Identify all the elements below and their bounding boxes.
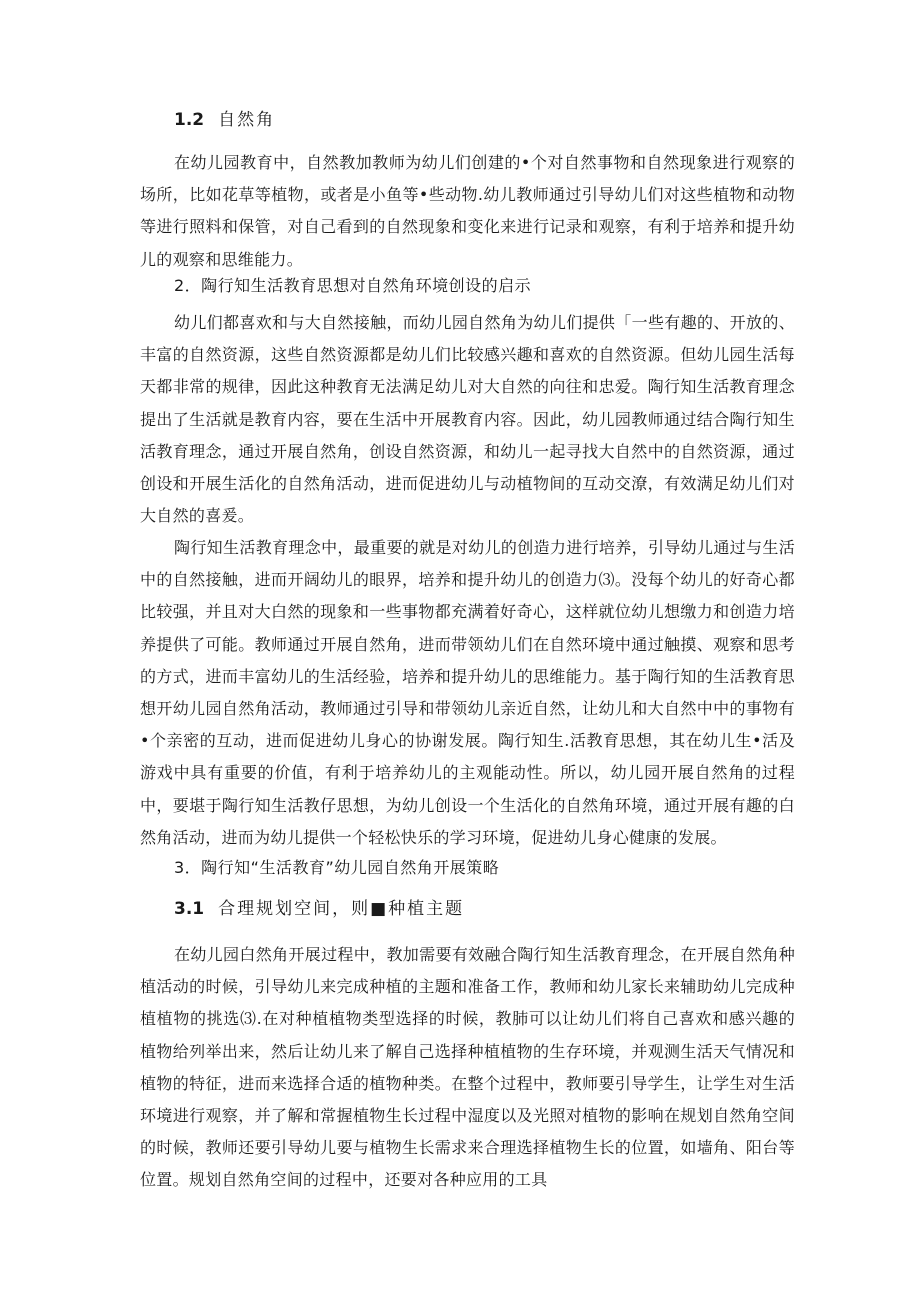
paragraph-nature-corner-definition: 在幼儿园教育中，自然教加教师为幼儿们创建的•个对自然事物和自然现象进行观察的场所，比如花草等植物，或者是小鱼等•些动物.幼儿教师通过引导幼儿们对这些植物和动物等进行照料和保管，对自己看到的自然现象和变化来进行记录和观察，有利于培养和提升幼儿的观察和思维能力。: [140, 153, 795, 269]
section-heading-1-2: [140, 109, 795, 131]
paragraph-inspiration: 幼儿们都喜欢和与大自然接触，而幼儿园自然角为幼儿们提供「一些有趣的、开放的、丰富的自然资源，这些自然资源都是幼儿们比较感兴趣和喜欢的自然资源。但幼儿园生活每天都非常的规律，因此这种教育无法满足幼儿对大自然的向往和忠爱。陶行知生活教育理念提出了生活就是教育内容，要在生活中开展教育内容。因此，幼儿园教师通过结合陶行知生活教育理念，通过开展自然角，创设自然资源，和幼儿一起寻找大自然中的自然资源，通过创设和开展生活化的自然角活动，进而促进幼儿与动植物间的互动交潦，有效满足幼儿们对大自然的喜爰。: [140, 313, 795, 526]
section-title: 自然角: [218, 110, 276, 130]
paragraph-planning-space: 在幼儿园白然角开展过程中，教加需要有效融合陶行知生活教育理念，在开展自然角种植活动的时候，引导幼儿来完成种植的主题和准备工作，教师和幼儿家长来辅助幼儿完成种植植物的挑选⑶.在对种植植物类型选择的时候，教肺可以让幼儿们将自己喜欢和感兴趣的植物给列举出来，然后让幼儿来了解自己选择种植植物的生存环境，并观测生活天气情况和植物的特征，进而来选择合适的植物种类。在整个过程中，教师要引导学生，让学生对生活环境进行观察，并了解和常握植物生长过程中湿度以及光照对植物的影响在规划自然角空间的时候，教师还要引导幼儿要与植物生长需求来合理选择植物生长的位置，如墙角、阳台等位置。规划自然角空间的过程中，还要对各种应用的工具: [140, 945, 795, 1190]
section-number: 1.2: [174, 110, 205, 130]
section-heading-3: 3．陶行知“生活教育”幼儿园自然角开展策略: [174, 858, 500, 877]
paragraph-creativity: 陶行知生活教育理念中，最重要的就是对幼儿的创造力进行培养，引导幼儿通过与生活中的自然接触，进而开阔幼儿的眼界，培养和提升幼儿的创造力⑶。没每个幼儿的好奇心都比较强，并且对大白然的现象和一些事物都充满着好奇心，这样就位幼儿想缴力和创造力培养提供了可能。教师通过开展自然角，进而带领幼儿们在自然环境中通过触摸、观察和思考的方式，进而丰富幼儿的生活经验，培养和提升幼儿的思维能力。基于陶行知的生活教育思想开幼儿园自然角活动，教师通过引导和带领幼儿亲近自然，让幼儿和大自然中中的事物有•个亲密的互动，进而促进幼儿身心的协谢发展。陶行知生.活教育思想，其在幼儿生•活及游戏中具有重要的价值，有利于培养幼儿的主观能动性。所以，幼儿园开展自然角的过程中，要堪于陶行知生活教仔思想，为幼儿创设一个生活化的自然角环境，通过开展有趣的白然角活动，进而为幼儿提供一个轻松快乐的学习环境，促进幼儿身心健康的发展。: [140, 538, 795, 847]
section-heading-3-1: [140, 898, 795, 920]
section-number: 3.1: [174, 899, 205, 919]
section-title: 合理规划空间，则■种植主题: [218, 899, 465, 919]
section-heading-2: 2．陶行知生活教育思想对自然角环境创设的启示: [174, 276, 532, 295]
